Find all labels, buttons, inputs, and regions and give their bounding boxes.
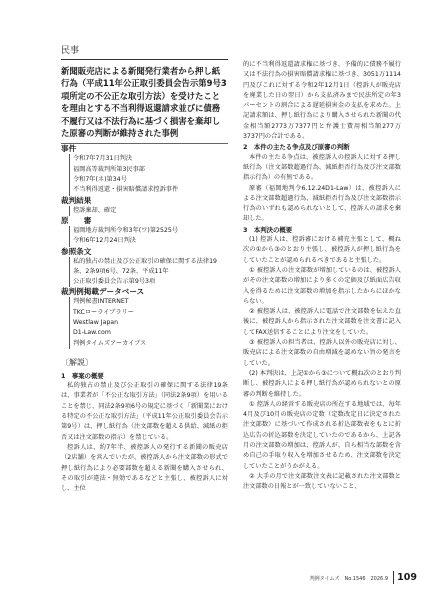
section-rule <box>61 59 228 60</box>
origin-label: 原 審 <box>61 215 92 225</box>
body-paragraph: 本件の主たる争点は、被控訴人の控訴人に対する押し紙行為（注文部数超過行為、減紙拒否行為及び注文部数指示行為）の有無である。 <box>243 153 401 182</box>
event-line: 福岡高等裁判所第3民事部 <box>73 165 145 173</box>
event-body <box>69 154 228 195</box>
section-subhead: 1 事案の概要 <box>61 371 104 380</box>
page-footer <box>243 571 421 585</box>
origin-line: 福岡地方裁判所令和3年(ワ)第2525号 <box>73 226 178 234</box>
media-body <box>69 297 228 348</box>
page-number: 109 <box>397 572 417 583</box>
left-column <box>61 46 228 494</box>
media-line: 判例タイムズアーカイブス <box>73 339 147 347</box>
section-subhead: 3 本判決の概要 <box>243 225 293 234</box>
ref-line: 私的独占の禁止及び公正取引の確保に関する法律19条、2条9項6号、72条、平成11年 <box>73 257 217 275</box>
origin-line: 令和6年12月24日判決 <box>73 237 136 245</box>
event-line: 令和7年(ネ)第34号 <box>73 176 127 184</box>
body-paragraph: (1) 控訴人は、控訴審における補充主張として、概ね次の①から③のとおり主張し、被控訴人が押し紙行為をしていたことが認められるべきであると主張した。 <box>243 236 401 264</box>
result-label: 裁判結果 <box>61 195 92 205</box>
result-line: 控訴棄却、確定 <box>73 206 117 214</box>
result-body <box>69 206 228 216</box>
body-paragraph: 控訴人は、約7年半、被控訴人の発行する新聞の販売店（2店舗）を営んでいたが、被控訴人から注文部数の形式で押し紙行為により必要部数を超える新聞を購入させられ、その取引が違法・無効であるなどと主張し、被控訴人に対し、主位 <box>61 443 228 493</box>
body-paragraph: (2) 本判決は、上記①から③について概ね次のとおり判断し、被控訴人による押し紙行為が認められないとの原審の判断を維持した。 <box>243 369 401 398</box>
body-paragraph: 私的独占の禁止及び公正取引の確保に関する法律19条は、事業者が「不公正な取引方法」（同法2条9項）を用いることを禁じ、同法2条9項6号の規定に基づく「新聞業における特定の不公正な取引方法」（平成11年公正取引委員会告示第9号）は、押し紙行為（注文部数を超える供給、減紙の拒否又は注文部数の指示）を禁じている。 <box>61 382 228 441</box>
body-paragraph: ② 大手の月で注文部数注文表に記載された注文部数と注文部数の日報とが一致していないこと、 <box>243 472 401 491</box>
body-paragraph: 的に不当利得返還請求権に基づき、予備的に債務不履行又は不法行為の損害賠償請求権に基づき、3051万1114円及びこれに対する令和2年12月1日（控訴人が販売店を廃業した日の翌日）から支払済みまで民法所定の年3パーセントの割合による遅延損害金の支払を求めた。上記請求額は、押し紙行為により購入させられた新聞の代金相当額2773万7377円と弁護士費用相当額277万3737円の合計である。 <box>243 61 401 141</box>
section-subhead: 2 本件の主たる争点及び原審の判断 <box>243 143 350 152</box>
media-label: 裁判例掲載データベース <box>61 287 145 297</box>
media-line: TKCローライブラリー <box>73 308 134 316</box>
origin-body <box>69 226 228 247</box>
ref-label: 参照条文 <box>61 246 92 256</box>
event-line: 不当利得返還・損害賠償請求控訴事件 <box>73 186 179 194</box>
body-paragraph: ③ 被控訴人の担当者は、控訴人以外の販売店に対し、販売店による注文部数の自由増減を認めない旨の発言をしていた。 <box>243 339 401 367</box>
ref-line: 公正取引委員会告示第9号3項 <box>73 278 156 286</box>
media-line: 判例秘書INTERNET <box>73 298 129 306</box>
media-line: Westlaw Japan <box>73 319 119 326</box>
publication-info: 判例タイムズ No.1546 2026.9 <box>309 576 388 582</box>
left-body <box>61 371 228 495</box>
right-column <box>243 60 401 492</box>
commentary-label: 〔解説〕 <box>61 357 93 367</box>
event-line: 令和7年7月31日判決 <box>73 155 133 163</box>
ref-body <box>69 257 228 288</box>
case-info <box>61 144 228 348</box>
section-label: 民事 <box>61 46 80 56</box>
media-line: D1-Law.com <box>73 329 111 337</box>
body-paragraph: ② 被控訴人は、被控訴人に電話で注文部数を伝えた直後に、被控訴人から指示された注文部数を注文書に記入してFAX送信することにより注文をしていた。 <box>243 308 401 336</box>
body-paragraph: ① 控訴人の経営する販売店の所在する地域では、毎年4月及び10月の販売店の定数（定数改定日に決定された注文部数）に基づいて作成される折込部数表をもとに折込広告の折込部数を決定していたのであるから、上記各月の注文部数の増加は、控訴人が、自ら相当な部数を含め自己の手取り収入を増加させるため、注文部数を決定していたことがうかがえる。 <box>243 400 401 470</box>
body-paragraph: 原審（福岡地判令6.12.24D1-Law）は、被控訴人による注文部数超過行為、減紙拒否行為及び注文部数指示行為のいずれも認められないとして、控訴人の請求を棄却した。 <box>243 184 401 223</box>
footer-divider <box>393 571 394 584</box>
body-paragraph: ① 被控訴人の注文部数が増加しているのは、被控訴人がその注文部数の増加により多くの定価及び紙面広告収入を得るために注文部数の増加を指示したからにほかならない。 <box>243 266 401 305</box>
case-heading: 新聞販売店による新聞発行業者から押し紙行為（平成11年公正取引委員会告示第9号3項所定の不公正な取引方法）を受けたことを理由とする不当利得返還請求並びに債務不履行又は不法行為に基づく損害を棄却した原審の判断が維持された事例 <box>61 66 227 139</box>
event-label: 事件 <box>61 144 77 154</box>
